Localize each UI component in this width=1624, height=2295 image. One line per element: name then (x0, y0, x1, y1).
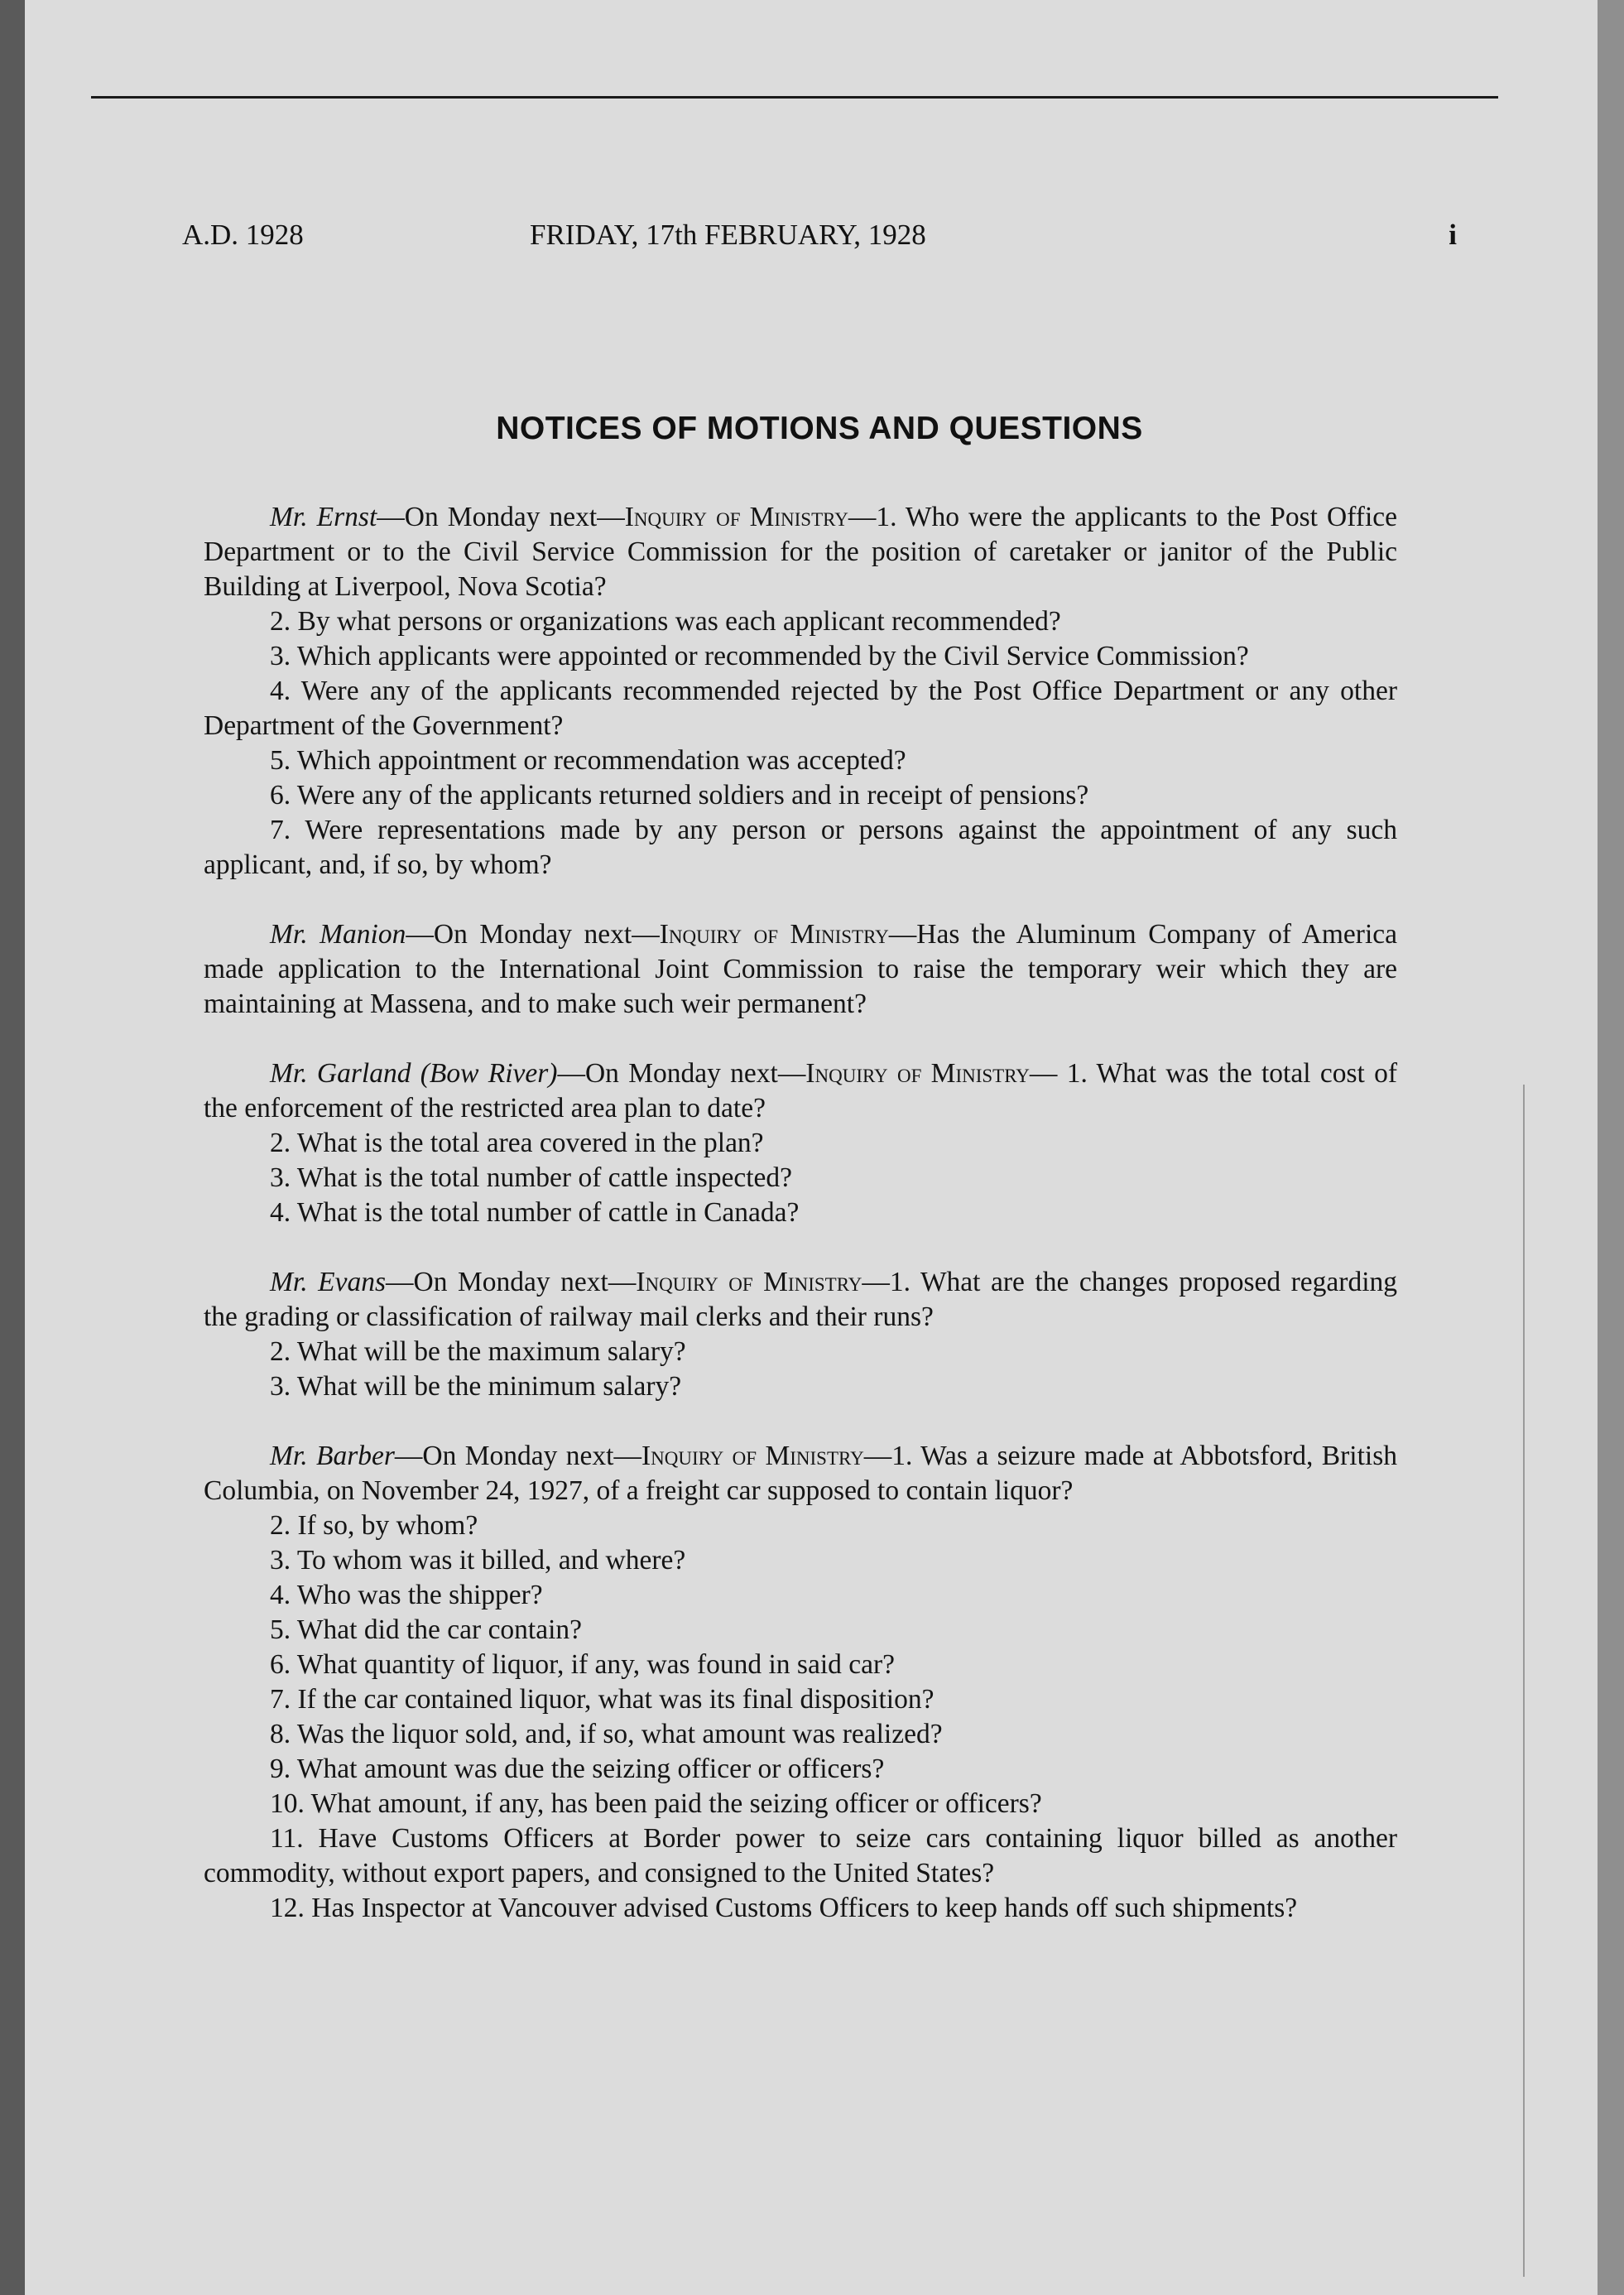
notice-lead (204, 1265, 1397, 1335)
question-text: —1. Who were the applicants to the Post Office Department or to the Civil Service Commission for the position of caretaker or janitor of the Public Building at Liverpool, Nova Scotia? (204, 502, 1397, 602)
question-item: 2. What is the total area covered in the plan? (270, 1128, 764, 1158)
question-item: 2. If so, by whom? (270, 1510, 478, 1541)
member-name: Mr. Manion (270, 919, 406, 950)
margin-line (1523, 1085, 1525, 2277)
top-rule (91, 96, 1498, 99)
question-item: 5. Which appointment or recommendation was accepted? (270, 745, 906, 776)
member-name: Mr. Evans (270, 1267, 387, 1297)
question-item: 4. What is the total number of cattle in Canada? (270, 1197, 800, 1228)
notice (204, 1439, 1397, 1926)
question-item: 4. Who was the shipper? (270, 1580, 543, 1610)
question-item: 7. Were representations made by any person or persons against the appointment of any such applicant, and, if so, by whom? (204, 815, 1397, 880)
question-item: 3. What is the total number of cattle inspected? (270, 1162, 793, 1193)
inquiry-label: Inquiry of Ministry (641, 1441, 864, 1471)
question-item: 3. To whom was it billed, and where? (270, 1545, 686, 1576)
question-item: 3. What will be the minimum salary? (270, 1371, 682, 1402)
question-item: 11. Have Customs Officers at Border power to seize cars containing liquor billed as another commodity, without export papers, and consigned to the United States? (204, 1823, 1397, 1888)
question-item: 7. If the car contained liquor, what was its final disposition? (270, 1684, 935, 1715)
question-text: —1. Was a seizure made at Abbotsford, British Columbia, on November 24, 1927, of a freight car supposed to contain liquor? (204, 1441, 1398, 1506)
question-item: 6. Were any of the applicants returned soldiers and in receipt of pensions? (270, 780, 1089, 811)
question-item: 2. By what persons or organizations was each applicant recommended? (270, 606, 1061, 637)
notice (204, 1265, 1397, 1404)
question-item: 3. Which applicants were appointed or recommended by the Civil Service Commission? (270, 641, 1249, 671)
member-name: Mr. Barber (270, 1441, 395, 1471)
question-text: —Has the Aluminum Company of America made application to the International Joint Commission to raise the temporary weir which they are maintaining at Massena, and to make such weir permanent? (204, 919, 1398, 1019)
question-item: 2. What will be the maximum salary? (270, 1336, 686, 1367)
member-name: Mr. Garland (Bow River) (270, 1058, 558, 1089)
notice-timing: —On Monday next— (557, 1058, 806, 1089)
page-title: NOTICES OF MOTIONS AND QUESTIONS (496, 411, 1143, 446)
page-header (182, 219, 1457, 260)
notice (204, 500, 1397, 883)
document-page (25, 0, 1598, 2295)
member-name: Mr. Ernst (270, 502, 377, 532)
notices-body (204, 500, 1397, 1961)
question-item: 5. What did the car contain? (270, 1614, 583, 1645)
notice (204, 1056, 1397, 1230)
question-item: 9. What amount was due the seizing officer or officers? (270, 1754, 885, 1784)
question-item: 6. What quantity of liquor, if any, was found in said car? (270, 1649, 896, 1680)
header-year: A.D. 1928 (182, 219, 304, 251)
notice-lead (204, 1439, 1397, 1508)
inquiry-label: Inquiry of Ministry (805, 1058, 1030, 1089)
notice-lead (204, 500, 1397, 604)
question-item: 12. Has Inspector at Vancouver advised Customs Officers to keep hands off such shipments? (270, 1893, 1298, 1923)
notice-timing: —On Monday next— (406, 919, 660, 950)
inquiry-label: Inquiry of Ministry (624, 502, 848, 532)
question-item: 8. Was the liquor sold, and, if so, what amount was realized? (270, 1719, 943, 1749)
inquiry-label: Inquiry of Ministry (636, 1267, 862, 1297)
inquiry-label: Inquiry of Ministry (659, 919, 889, 950)
header-date: FRIDAY, 17th FEBRUARY, 1928 (530, 219, 926, 251)
notice-lead (204, 917, 1397, 1022)
question-text: — 1. What was the total cost of the enforcement of the restricted area plan to date? (204, 1058, 1397, 1123)
notice-timing: —On Monday next— (386, 1267, 637, 1297)
notice-timing: —On Monday next— (377, 502, 625, 532)
notice (204, 917, 1397, 1022)
notice-lead (204, 1056, 1397, 1126)
question-item: 4. Were any of the applicants recommended rejected by the Post Office Department or any other Department of the Government? (204, 676, 1397, 741)
scan-left-edge (0, 0, 25, 2295)
notice-timing: —On Monday next— (394, 1441, 641, 1471)
header-page-number: i (1449, 219, 1457, 251)
question-text: —1. What are the changes proposed regarding the grading or classification of railway mail clerks and their runs? (204, 1267, 1398, 1332)
question-item: 10. What amount, if any, has been paid the seizing officer or officers? (270, 1788, 1042, 1819)
